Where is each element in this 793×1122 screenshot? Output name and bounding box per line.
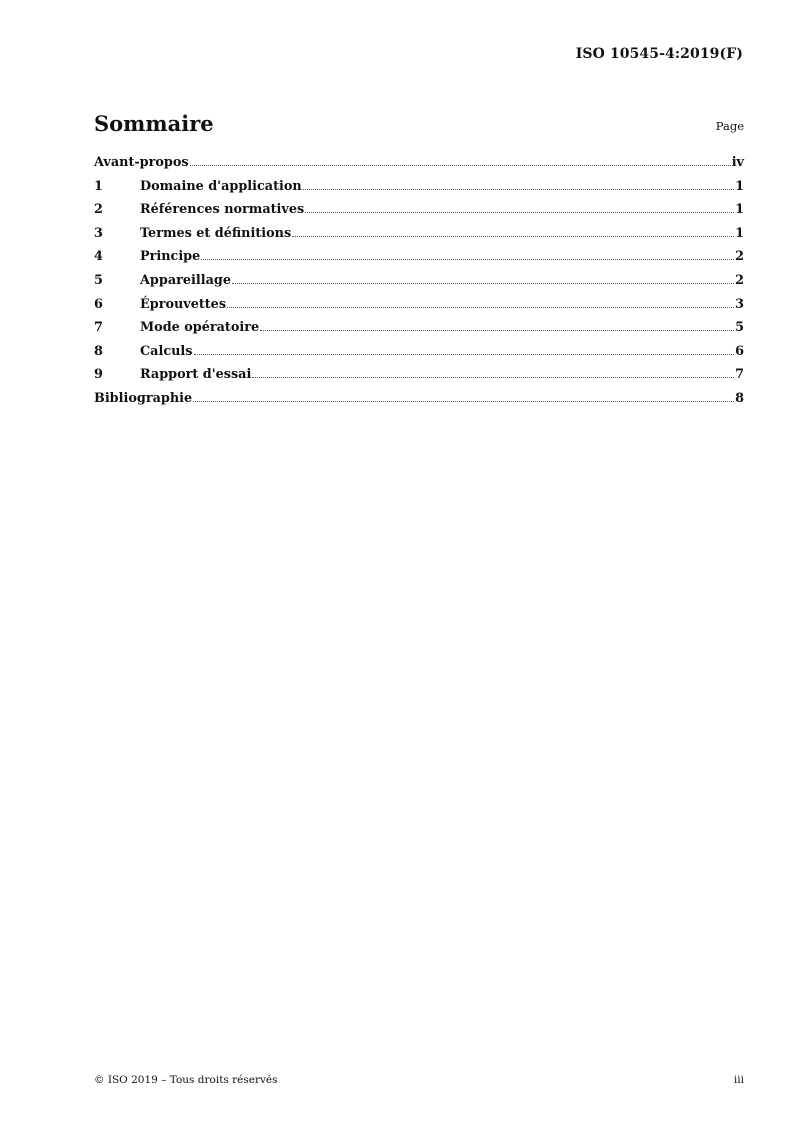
toc-entry-number: 3 <box>94 225 103 241</box>
toc-entry-label: Calculs <box>140 343 193 359</box>
toc-dot-leader <box>227 306 734 308</box>
toc-entry-appareillage[interactable] <box>94 273 744 297</box>
toc-entry-avant-propos[interactable] <box>94 155 744 179</box>
toc-page-column-label: Page <box>715 119 744 133</box>
toc-entry-label: Mode opératoire <box>140 320 260 336</box>
toc-entry-label: Bibliographie <box>94 390 193 406</box>
toc-entry-label: Références normatives <box>140 202 305 218</box>
toc-entry-label: Rapport d'essai <box>140 367 252 383</box>
toc-entry-label: Appareillage <box>140 272 231 288</box>
toc-dot-leader <box>260 329 734 331</box>
toc-entry-label: Avant-propos <box>94 155 189 170</box>
toc-entry-number: 4 <box>94 249 103 265</box>
page-number: iii <box>733 1074 744 1086</box>
toc-dot-leader <box>194 353 735 355</box>
toc-entry-page: 5 <box>735 320 744 336</box>
toc-entry-calculs[interactable] <box>94 344 744 368</box>
toc-entry-page: 8 <box>735 390 744 406</box>
toc-entry-mode-operatoire[interactable] <box>94 320 744 344</box>
toc-entry-label: Termes et définitions <box>140 225 292 241</box>
page-footer <box>94 1074 744 1090</box>
toc-entry-page: iv <box>731 155 744 170</box>
toc-entry-page: 1 <box>735 225 744 241</box>
toc-entry-number: 7 <box>94 320 103 336</box>
toc-entry-page: 6 <box>735 343 744 359</box>
toc-dot-leader <box>190 164 731 166</box>
toc-entry-rapport-essai[interactable] <box>94 367 744 391</box>
toc-entry-termes-definitions[interactable] <box>94 226 744 250</box>
toc-entry-page: 3 <box>735 296 744 312</box>
toc-dot-leader <box>303 188 734 190</box>
toc-title: Sommaire <box>94 111 214 136</box>
toc-entry-number: 9 <box>94 367 103 383</box>
toc-entry-label: Éprouvettes <box>140 296 227 312</box>
document-identifier: ISO 10545-4:2019(F) <box>575 46 743 62</box>
toc-entry-page: 1 <box>735 178 744 194</box>
toc-entry-bibliographie[interactable] <box>94 391 744 415</box>
toc-dot-leader <box>292 235 734 237</box>
toc-entry-domaine-application[interactable] <box>94 179 744 203</box>
toc-entry-number: 5 <box>94 272 103 288</box>
toc-entry-label: Domaine d'application <box>140 178 302 194</box>
toc-entry-number: 6 <box>94 296 103 312</box>
toc-entry-page: 2 <box>735 272 744 288</box>
toc-entry-number: 1 <box>94 178 103 194</box>
toc-entry-number: 2 <box>94 202 103 218</box>
toc-entry-page: 7 <box>735 367 744 383</box>
toc-entry-label: Principe <box>140 249 201 265</box>
toc-list <box>94 155 744 415</box>
toc-entry-number: 8 <box>94 343 103 359</box>
toc-dot-leader <box>305 211 734 213</box>
toc-header <box>94 111 744 141</box>
toc-dot-leader <box>252 376 734 378</box>
toc-entry-page: 2 <box>735 249 744 265</box>
toc-entry-page: 1 <box>735 202 744 218</box>
copyright-notice: © ISO 2019 – Tous droits réservés <box>94 1074 278 1086</box>
toc-entry-principe[interactable] <box>94 249 744 273</box>
toc-dot-leader <box>193 400 734 402</box>
toc-entry-eprouvettes[interactable] <box>94 297 744 321</box>
toc-entry-references-normatives[interactable] <box>94 202 744 226</box>
toc-dot-leader <box>201 258 734 260</box>
toc-dot-leader <box>232 282 734 284</box>
